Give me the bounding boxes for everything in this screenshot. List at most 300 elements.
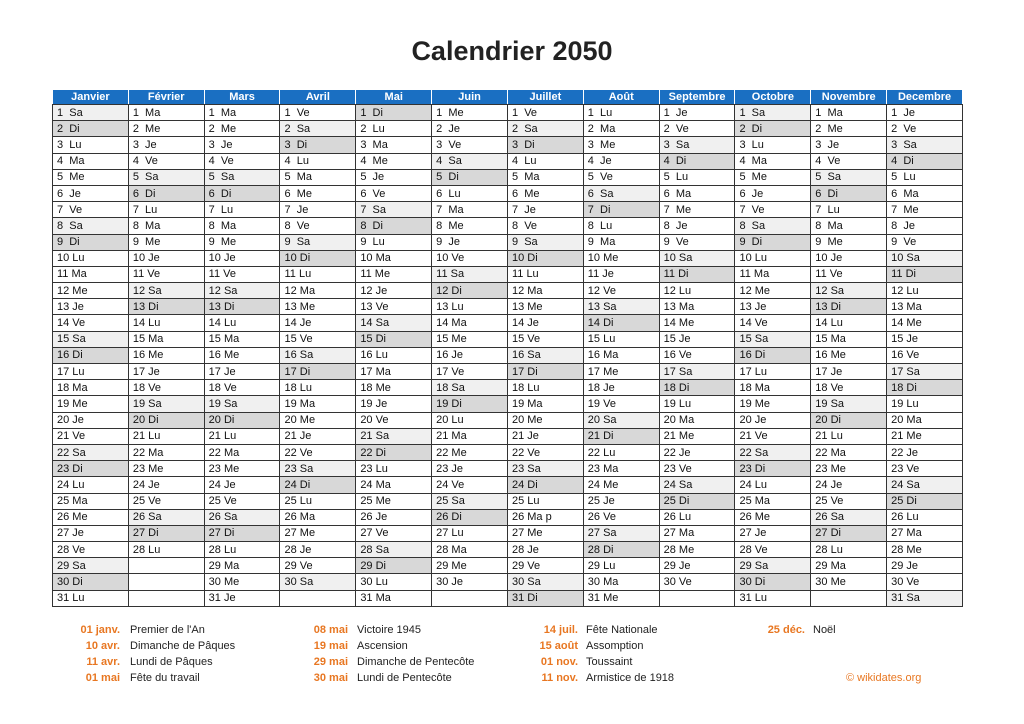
table-row: [53, 428, 963, 444]
day-cell: 13 Me: [280, 299, 356, 315]
day-cell: 12 Ve: [583, 283, 659, 299]
day-cell: 24 Je: [204, 477, 280, 493]
day-cell: 16 Ve: [887, 347, 963, 363]
day-cell: 24 Me: [583, 477, 659, 493]
day-cell: 13 Je: [53, 299, 129, 315]
day-cell: 23 Me: [811, 461, 887, 477]
day-cell: 25 Lu: [280, 493, 356, 509]
day-cell: 9 Me: [128, 234, 204, 250]
day-cell: 3 Sa: [659, 137, 735, 153]
day-cell: 19 Ma: [507, 396, 583, 412]
day-cell: 8 Me: [432, 218, 508, 234]
day-cell: 28 Je: [280, 542, 356, 558]
day-cell: 4 Ma: [735, 153, 811, 169]
day-cell: 26 Ma: [280, 509, 356, 525]
copyright[interactable]: © wikidates.org: [846, 672, 922, 684]
table-row: [53, 444, 963, 460]
day-cell: 29 Ve: [280, 558, 356, 574]
day-cell: 23 Me: [204, 461, 280, 477]
day-cell: 9 Ma: [583, 234, 659, 250]
day-cell: 29 Sa: [735, 558, 811, 574]
day-cell: 24 Di: [280, 477, 356, 493]
day-cell: 9 Ve: [659, 234, 735, 250]
day-cell: 8 Je: [659, 218, 735, 234]
day-cell: 15 Ve: [280, 331, 356, 347]
day-cell: 4 Ve: [128, 153, 204, 169]
day-cell: 30 Ma: [583, 574, 659, 590]
month-header: Avril: [280, 90, 356, 105]
day-cell: 3 Di: [507, 137, 583, 153]
table-row: [53, 218, 963, 234]
day-cell: 20 Di: [204, 412, 280, 428]
holiday-name: Lundi de Pentecôte: [357, 672, 452, 684]
day-cell: 22 Ve: [507, 444, 583, 460]
table-row: [53, 185, 963, 201]
day-cell: 13 Ma: [659, 299, 735, 315]
day-cell: 15 Ve: [507, 331, 583, 347]
day-cell: 14 Lu: [128, 315, 204, 331]
day-cell: 15 Ma: [811, 331, 887, 347]
day-cell: 29 Me: [432, 558, 508, 574]
day-cell: 8 Di: [356, 218, 432, 234]
day-cell: 3 Lu: [53, 137, 129, 153]
table-row: [53, 250, 963, 266]
table-row: [53, 105, 963, 121]
day-cell: 21 Me: [659, 428, 735, 444]
day-cell: 14 Me: [659, 315, 735, 331]
month-header: Decembre: [887, 90, 963, 105]
day-cell: 6 Ma: [887, 185, 963, 201]
day-cell: 6 Di: [811, 185, 887, 201]
day-cell: 30 Sa: [280, 574, 356, 590]
day-cell: 3 Je: [128, 137, 204, 153]
day-cell: 18 Ma: [735, 380, 811, 396]
day-cell: 11 Ve: [128, 266, 204, 282]
day-cell: 5 Lu: [887, 169, 963, 185]
day-cell: 25 Ma: [53, 493, 129, 509]
day-cell: 27 Ma: [887, 525, 963, 541]
day-cell: 16 Di: [53, 347, 129, 363]
day-cell: 17 Me: [583, 364, 659, 380]
day-cell: 6 Lu: [432, 185, 508, 201]
day-cell: 22 Ma: [811, 444, 887, 460]
day-cell: 5 Lu: [659, 169, 735, 185]
day-cell: 30 Sa: [507, 574, 583, 590]
table-row: [53, 234, 963, 250]
day-cell: 12 Sa: [811, 283, 887, 299]
day-cell: 7 Lu: [128, 202, 204, 218]
day-cell: 27 Ma: [659, 525, 735, 541]
day-cell: 20 Me: [507, 412, 583, 428]
day-cell: 5 Ma: [507, 169, 583, 185]
day-cell: 21 Je: [507, 428, 583, 444]
day-cell: 24 Sa: [659, 477, 735, 493]
day-cell: 31 Sa: [887, 590, 963, 606]
day-cell: 9 Me: [204, 234, 280, 250]
day-cell: 17 Lu: [53, 364, 129, 380]
table-row: [53, 396, 963, 412]
day-cell: [432, 590, 508, 606]
day-cell: 4 Ve: [811, 153, 887, 169]
month-header: Septembre: [659, 90, 735, 105]
day-cell: 25 Me: [356, 493, 432, 509]
day-cell: 5 Me: [735, 169, 811, 185]
day-cell: 23 Sa: [507, 461, 583, 477]
day-cell: 13 Di: [128, 299, 204, 315]
day-cell: 23 Me: [128, 461, 204, 477]
table-row: [53, 574, 963, 590]
day-cell: 15 Sa: [735, 331, 811, 347]
holiday-name: Premier de l'An: [130, 624, 205, 636]
day-cell: 18 Sa: [432, 380, 508, 396]
holiday-date: 29 mai: [313, 656, 348, 668]
holiday-name: Ascension: [357, 640, 408, 652]
day-cell: 26 Sa: [204, 509, 280, 525]
holiday-name: Dimanche de Pentecôte: [357, 656, 475, 668]
day-cell: 21 Ma: [432, 428, 508, 444]
day-cell: 6 Je: [735, 185, 811, 201]
day-cell: 29 Ma: [811, 558, 887, 574]
day-cell: 7 Di: [583, 202, 659, 218]
day-cell: 28 Sa: [356, 542, 432, 558]
day-cell: 6 Di: [204, 185, 280, 201]
day-cell: 15 Sa: [53, 331, 129, 347]
day-cell: 23 Ve: [659, 461, 735, 477]
day-cell: 22 Me: [432, 444, 508, 460]
day-cell: 20 Me: [280, 412, 356, 428]
day-cell: 21 Me: [887, 428, 963, 444]
day-cell: 11 Sa: [432, 266, 508, 282]
day-cell: 26 Lu: [659, 509, 735, 525]
day-cell: 25 Ve: [811, 493, 887, 509]
day-cell: 19 Je: [356, 396, 432, 412]
day-cell: 25 Ve: [128, 493, 204, 509]
day-cell: 3 Je: [811, 137, 887, 153]
day-cell: 30 Di: [53, 574, 129, 590]
day-cell: 2 Lu: [356, 121, 432, 137]
day-cell: 5 Di: [432, 169, 508, 185]
day-cell: 8 Lu: [583, 218, 659, 234]
day-cell: 28 Ve: [735, 542, 811, 558]
day-cell: 16 Me: [128, 347, 204, 363]
day-cell: 10 Di: [507, 250, 583, 266]
day-cell: 1 Ma: [811, 105, 887, 121]
table-row: [53, 461, 963, 477]
day-cell: 6 Di: [128, 185, 204, 201]
day-cell: 10 Sa: [659, 250, 735, 266]
day-cell: 7 Me: [659, 202, 735, 218]
day-cell: 17 Je: [204, 364, 280, 380]
day-cell: 18 Di: [887, 380, 963, 396]
day-cell: 30 Je: [432, 574, 508, 590]
day-cell: 4 Lu: [280, 153, 356, 169]
day-cell: 25 Lu: [507, 493, 583, 509]
day-cell: 24 Je: [128, 477, 204, 493]
day-cell: 8 Je: [887, 218, 963, 234]
holiday-name: Assomption: [586, 640, 644, 652]
day-cell: 13 Me: [507, 299, 583, 315]
table-row: [53, 315, 963, 331]
day-cell: 23 Lu: [356, 461, 432, 477]
day-cell: 23 Di: [735, 461, 811, 477]
day-cell: 17 Ma: [356, 364, 432, 380]
holiday-name: Victoire 1945: [357, 624, 422, 636]
day-cell: 2 Ve: [887, 121, 963, 137]
holiday-name: Dimanche de Pâques: [130, 640, 236, 652]
day-cell: 26 Me: [53, 509, 129, 525]
day-cell: 20 Ma: [659, 412, 735, 428]
table-row: [53, 331, 963, 347]
table-row: [53, 525, 963, 541]
table-row: [53, 347, 963, 363]
day-cell: 22 Lu: [583, 444, 659, 460]
day-cell: 22 Di: [356, 444, 432, 460]
day-cell: 1 Ve: [507, 105, 583, 121]
day-cell: 24 Ma: [356, 477, 432, 493]
day-cell: 20 Lu: [432, 412, 508, 428]
month-header: Mars: [204, 90, 280, 105]
holiday-date: 14 juil.: [543, 624, 578, 636]
day-cell: 1 Me: [432, 105, 508, 121]
day-cell: 14 Me: [887, 315, 963, 331]
day-cell: 9 Di: [735, 234, 811, 250]
month-header: Janvier: [53, 90, 129, 105]
day-cell: 29 Je: [659, 558, 735, 574]
day-cell: 6 Ma: [659, 185, 735, 201]
holiday-date: 19 mai: [313, 640, 348, 652]
table-row: [53, 266, 963, 282]
day-cell: 13 Lu: [432, 299, 508, 315]
day-cell: 16 Me: [811, 347, 887, 363]
day-cell: 15 Lu: [583, 331, 659, 347]
day-cell: 10 Me: [583, 250, 659, 266]
day-cell: 26 Di: [432, 509, 508, 525]
day-cell: 19 Lu: [659, 396, 735, 412]
day-cell: 22 Je: [659, 444, 735, 460]
day-cell: 23 Ve: [887, 461, 963, 477]
holiday-name: Toussaint: [586, 656, 633, 668]
table-row: [53, 283, 963, 299]
day-cell: 14 Je: [280, 315, 356, 331]
holiday-name: Lundi de Pâques: [130, 656, 213, 668]
day-cell: 25 Ve: [204, 493, 280, 509]
day-cell: 19 Di: [432, 396, 508, 412]
day-cell: 17 Je: [811, 364, 887, 380]
holiday-date: 08 mai: [313, 624, 348, 636]
day-cell: 20 Je: [735, 412, 811, 428]
day-cell: 4 Sa: [432, 153, 508, 169]
day-cell: 11 Ve: [204, 266, 280, 282]
day-cell: 14 Ve: [735, 315, 811, 331]
day-cell: [128, 558, 204, 574]
day-cell: 12 Ma: [280, 283, 356, 299]
day-cell: 10 Je: [811, 250, 887, 266]
day-cell: 20 Ve: [356, 412, 432, 428]
day-cell: 2 Sa: [507, 121, 583, 137]
day-cell: 17 Lu: [735, 364, 811, 380]
day-cell: 18 Ve: [128, 380, 204, 396]
day-cell: 12 Sa: [204, 283, 280, 299]
day-cell: 18 Ve: [811, 380, 887, 396]
day-cell: 13 Ve: [356, 299, 432, 315]
day-cell: 17 Ve: [432, 364, 508, 380]
day-cell: 21 Sa: [356, 428, 432, 444]
day-cell: 1 Sa: [53, 105, 129, 121]
day-cell: 16 Sa: [507, 347, 583, 363]
day-cell: 30 Lu: [356, 574, 432, 590]
day-cell: 10 Ma: [356, 250, 432, 266]
day-cell: 24 Ve: [432, 477, 508, 493]
day-cell: 7 Ve: [735, 202, 811, 218]
day-cell: 8 Ma: [128, 218, 204, 234]
day-cell: 5 Sa: [811, 169, 887, 185]
day-cell: 15 Ma: [204, 331, 280, 347]
day-cell: 7 Je: [507, 202, 583, 218]
table-row: [53, 137, 963, 153]
day-cell: 4 Ma: [53, 153, 129, 169]
day-cell: 7 Lu: [204, 202, 280, 218]
day-cell: 29 Je: [887, 558, 963, 574]
day-cell: 1 Je: [887, 105, 963, 121]
holiday-date: 25 déc.: [767, 624, 805, 636]
day-cell: 9 Je: [432, 234, 508, 250]
day-cell: 12 Ma: [507, 283, 583, 299]
day-cell: 10 Je: [128, 250, 204, 266]
day-cell: 11 Ve: [811, 266, 887, 282]
day-cell: 7 Je: [280, 202, 356, 218]
holiday-date: 01 mai: [85, 672, 120, 684]
day-cell: 17 Je: [128, 364, 204, 380]
day-cell: 8 Sa: [53, 218, 129, 234]
day-cell: 19 Me: [735, 396, 811, 412]
day-cell: 28 Ve: [53, 542, 129, 558]
day-cell: 18 Je: [583, 380, 659, 396]
day-cell: 26 Sa: [811, 509, 887, 525]
day-cell: 2 Me: [128, 121, 204, 137]
day-cell: 24 Lu: [53, 477, 129, 493]
day-cell: 27 Lu: [432, 525, 508, 541]
day-cell: 29 Ma: [204, 558, 280, 574]
day-cell: 28 Lu: [204, 542, 280, 558]
day-cell: 4 Di: [659, 153, 735, 169]
table-row: [53, 169, 963, 185]
day-cell: 11 Lu: [280, 266, 356, 282]
day-cell: 1 Ma: [128, 105, 204, 121]
day-cell: 27 Ve: [356, 525, 432, 541]
day-cell: 13 Je: [735, 299, 811, 315]
day-cell: 27 Je: [735, 525, 811, 541]
day-cell: 4 Di: [887, 153, 963, 169]
day-cell: 25 Sa: [432, 493, 508, 509]
day-cell: 15 Di: [356, 331, 432, 347]
day-cell: 31 Je: [204, 590, 280, 606]
day-cell: 1 Sa: [735, 105, 811, 121]
day-cell: 12 Di: [432, 283, 508, 299]
day-cell: 22 Sa: [735, 444, 811, 460]
day-cell: 3 Je: [204, 137, 280, 153]
day-cell: 6 Me: [280, 185, 356, 201]
day-cell: 16 Ma: [583, 347, 659, 363]
holiday-date: 01 janv.: [80, 624, 120, 636]
day-cell: 18 Me: [356, 380, 432, 396]
day-cell: 10 Sa: [887, 250, 963, 266]
day-cell: 8 Sa: [735, 218, 811, 234]
day-cell: 8 Ma: [811, 218, 887, 234]
day-cell: 1 Ve: [280, 105, 356, 121]
day-cell: 31 Di: [507, 590, 583, 606]
day-cell: 11 Me: [356, 266, 432, 282]
day-cell: 19 Sa: [811, 396, 887, 412]
day-cell: 18 Di: [659, 380, 735, 396]
day-cell: 3 Ve: [432, 137, 508, 153]
day-cell: 28 Di: [583, 542, 659, 558]
day-cell: 31 Ma: [356, 590, 432, 606]
month-header: Novembre: [811, 90, 887, 105]
day-cell: 19 Sa: [204, 396, 280, 412]
day-cell: 1 Di: [356, 105, 432, 121]
day-cell: 3 Me: [583, 137, 659, 153]
day-cell: 10 Lu: [735, 250, 811, 266]
day-cell: 4 Ve: [204, 153, 280, 169]
day-cell: 1 Lu: [583, 105, 659, 121]
day-cell: 5 Sa: [128, 169, 204, 185]
day-cell: 21 Lu: [128, 428, 204, 444]
month-header: Mai: [356, 90, 432, 105]
day-cell: 27 Di: [204, 525, 280, 541]
day-cell: 11 Je: [583, 266, 659, 282]
day-cell: 2 Ma: [583, 121, 659, 137]
holiday-date: 01 nov.: [540, 656, 578, 668]
day-cell: 20 Di: [128, 412, 204, 428]
day-cell: 11 Ma: [735, 266, 811, 282]
day-cell: 3 Di: [280, 137, 356, 153]
day-cell: 27 Di: [811, 525, 887, 541]
month-header: Juin: [432, 90, 508, 105]
day-cell: 5 Je: [356, 169, 432, 185]
day-cell: 15 Je: [887, 331, 963, 347]
day-cell: 14 Ma: [432, 315, 508, 331]
day-cell: 27 Me: [507, 525, 583, 541]
day-cell: 1 Ma: [204, 105, 280, 121]
day-cell: 5 Me: [53, 169, 129, 185]
day-cell: 21 Lu: [204, 428, 280, 444]
day-cell: 14 Sa: [356, 315, 432, 331]
day-cell: 7 Sa: [356, 202, 432, 218]
day-cell: 20 Ma: [887, 412, 963, 428]
day-cell: 6 Je: [53, 185, 129, 201]
day-cell: 3 Lu: [735, 137, 811, 153]
day-cell: 24 Lu: [735, 477, 811, 493]
day-cell: 16 Di: [735, 347, 811, 363]
table-row: [53, 542, 963, 558]
day-cell: 9 Di: [53, 234, 129, 250]
day-cell: 15 Me: [432, 331, 508, 347]
day-cell: 12 Lu: [659, 283, 735, 299]
day-cell: 24 Je: [811, 477, 887, 493]
month-header: Février: [128, 90, 204, 105]
day-cell: 7 Lu: [811, 202, 887, 218]
day-cell: 22 Je: [887, 444, 963, 460]
day-cell: 31 Lu: [735, 590, 811, 606]
day-cell: 26 Ve: [583, 509, 659, 525]
day-cell: 23 Ma: [583, 461, 659, 477]
table-row: [53, 121, 963, 137]
day-cell: 26 Sa: [128, 509, 204, 525]
day-cell: 15 Ma: [128, 331, 204, 347]
day-cell: 2 Di: [735, 121, 811, 137]
day-cell: 28 Je: [507, 542, 583, 558]
day-cell: 11 Di: [887, 266, 963, 282]
